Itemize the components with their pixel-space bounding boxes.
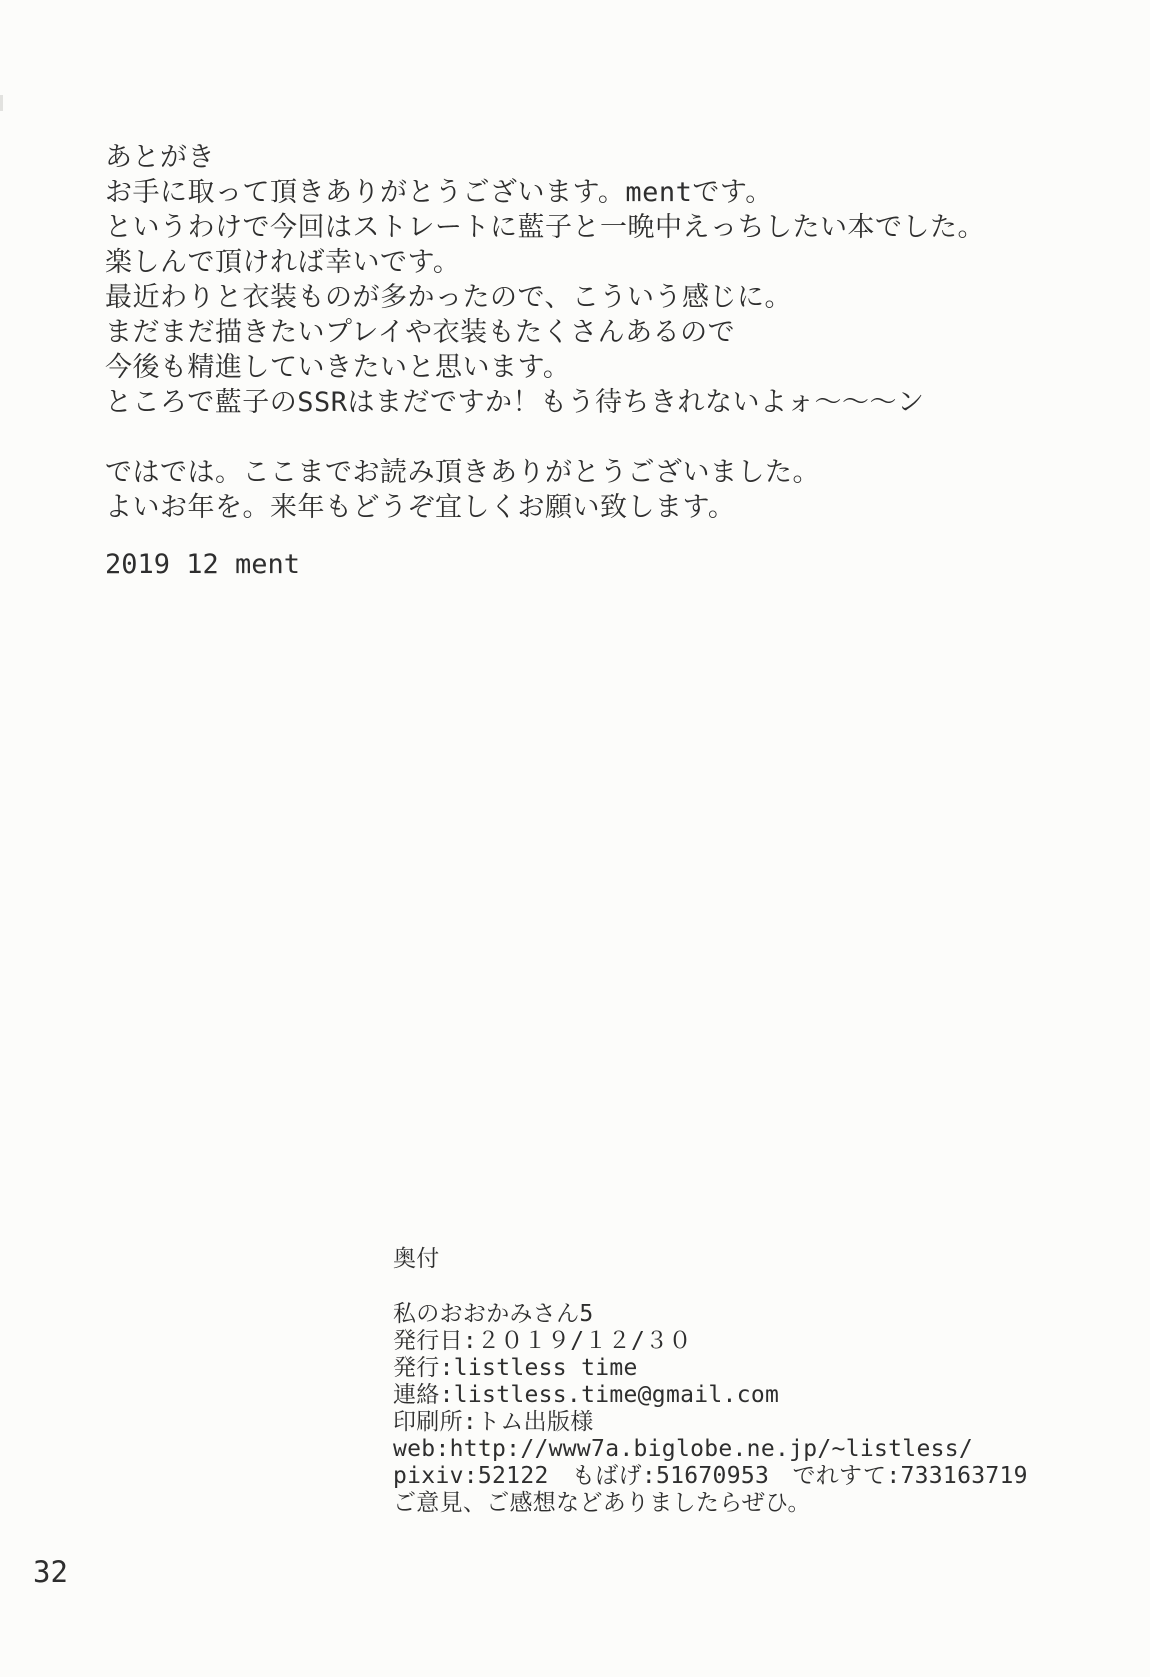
afterword-line: 今後も精進していきたいと思います。 [105, 352, 571, 383]
afterword-line: まだまだ描きたいプレイや衣装もたくさんあるので [105, 317, 736, 348]
colophon-line-accounts: pixiv:52122 もばげ:51670953 でれすて:733163719 [393, 1463, 1028, 1489]
afterword-line: お手に取って頂きありがとうございます。mentです。 [105, 177, 773, 208]
afterword-section [105, 140, 985, 420]
afterword-closing [105, 455, 820, 525]
afterword-title: あとがき [105, 142, 215, 173]
colophon-line-printer: 印刷所:トム出版様 [393, 1409, 594, 1435]
colophon-line-contact: 連絡:listless.time@gmail.com [393, 1382, 780, 1408]
colophon-line-publisher: 発行:listless time [393, 1355, 638, 1381]
colophon-line-publish-date: 発行日:２０１９/１２/３０ [393, 1328, 692, 1354]
closing-line: ではでは。ここまでお読み頂きありがとうございました。 [105, 457, 820, 488]
colophon-line-feedback: ご意見、ご感想などありましたらぜひ。 [393, 1490, 811, 1516]
afterword-line: 楽しんで頂ければ幸いです。 [105, 247, 461, 278]
colophon-section [393, 1246, 1028, 1517]
colophon-line-web: web:http://www7a.biglobe.ne.jp/~listless/ [393, 1436, 974, 1462]
afterword-line: というわけで今回はストレートに藍子と一晩中えっちしたい本でした。 [105, 212, 985, 243]
afterword-line: 最近わりと衣装ものが多かったので、こういう感じに。 [105, 282, 792, 313]
page-number: 32 [33, 1555, 68, 1589]
afterword-line: ところで藍子のSSRはまだですか！もう待ちきれないよォ～～～ン [105, 387, 925, 418]
colophon-title: 奥付 [393, 1246, 440, 1272]
closing-line: よいお年を。来年もどうぞ宜しくお願い致します。 [105, 492, 736, 523]
signature-line: 2019 12 ment [105, 549, 301, 580]
scan-artifact [0, 95, 3, 111]
colophon-line-title: 私のおおかみさん5 [393, 1301, 594, 1327]
